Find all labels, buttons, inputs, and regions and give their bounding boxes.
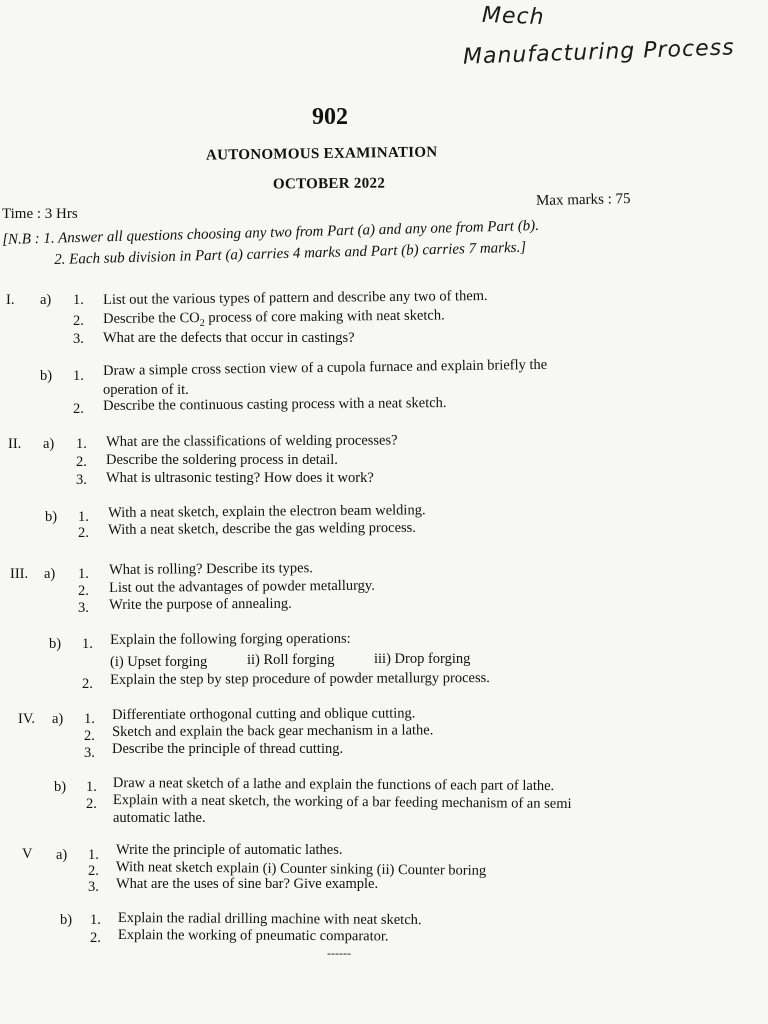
question-text: Differentiate orthogonal cutting and oblique cutting. [112,705,416,723]
part-label: a) [56,847,68,863]
question-text: List out the various types of pattern and describe any two of them. [103,287,488,308]
question-number: 1. [73,292,84,308]
part-label: a) [52,711,64,727]
question-text-continuation: automatic lathe. [113,810,206,826]
question-number: 1. [82,636,93,652]
question-number: 2. [88,863,99,879]
question-text: Explain the radial drilling machine with neat sketch. [117,910,422,929]
question-text: With a neat sketch, explain the electron beam welding. [108,502,426,521]
part-label: a) [43,436,55,452]
question-text: With a neat sketch, describe the gas welding process. [108,519,416,538]
forging-option: ii) Roll forging [247,652,335,668]
question-text: Explain with a neat sketch, the working of a bar feeding mechanism of an semi [112,792,572,813]
part-label: b) [60,912,73,928]
forging-option: iii) Drop forging [374,651,471,667]
instruction-line-1: [N.B : 1. Answer all questions choosing any two from Part (a) and any one from Part (b). [2,217,540,248]
part-label: a) [40,292,52,308]
question-text: What is ultrasonic testing? How does it work? [106,470,374,486]
question-number: 1. [76,436,87,452]
exam-title: AUTONOMOUS EXAMINATION [205,144,438,164]
question-text: Write the purpose of annealing. [109,595,292,613]
question-number: 1. [78,509,89,525]
handwritten-subject-note: Mech [481,2,545,31]
part-label: a) [44,566,56,582]
question-text: Draw a simple cross section view of a cupola furnace and explain briefly the [103,356,548,379]
question-text: Write the principle of automatic lathes. [116,842,343,858]
question-text: List out the advantages of powder metallurgy. [109,577,375,596]
question-number: 1. [88,847,99,863]
question-number: 3. [76,472,87,488]
section-number: V [22,846,33,862]
question-text: With neat sketch explain (i) Counter sinking (ii) Counter boring [115,859,487,879]
question-number: 1. [73,368,84,384]
question-text: Describe the $CO_2$ process of core making with neat sketch. [103,307,445,329]
part-label: b) [54,779,67,795]
question-number: 1. [78,566,89,582]
question-number: 2. [90,930,101,946]
question-text: Sketch and explain the back gear mechanism in a lathe. [112,722,434,740]
question-text: Draw a neat sketch of a lathe and explain the functions of each part of lathe. [112,775,555,795]
section-number: I. [6,292,15,308]
question-text: Explain the working of pneumatic comparator. [117,927,389,945]
question-text: Describe the continuous casting process with a neat sketch. [103,395,447,414]
question-text: Explain the step by step procedure of powder metallurgy process. [110,670,490,688]
instruction-line-2: 2. Each sub division in Part (a) carries 4 marks and Part (b) carries 7 marks.] [54,239,527,268]
exam-date: OCTOBER 2022 [272,175,386,193]
question-number: 1. [86,779,97,795]
question-number: 2. [76,454,87,470]
part-label: b) [49,636,62,652]
question-text: Describe the soldering process in detail. [106,452,338,468]
question-number: 1. [90,912,101,928]
question-number: 2. [73,401,84,417]
question-text: Describe the principle of thread cutting. [112,741,344,757]
section-number: II. [8,436,22,452]
exam-time: Time : 3 Hrs [2,206,78,222]
question-number: 3. [78,600,89,616]
question-number: 2. [86,796,97,812]
question-text: Explain the following forging operations: [110,630,351,648]
question-text-continuation: operation of it. [103,382,189,398]
part-label: b) [45,509,58,525]
question-number: 2. [82,676,93,692]
question-number: 2. [78,583,89,599]
question-number: 2. [78,525,89,541]
forging-option: (i) Upset forging [110,654,208,670]
question-text: What are the uses of sine bar? Give example. [116,876,379,892]
question-number: 1. [84,711,95,727]
question-text: What are the defects that occur in castings? [103,330,355,346]
question-number: 2. [84,728,95,744]
part-label: b) [40,368,53,384]
section-number: III. [10,566,29,582]
question-number: 2. [73,313,84,329]
question-number: 3. [84,745,95,761]
max-marks: Max marks : 75 [535,191,631,209]
question-number: 3. [73,331,84,347]
question-text: What are the classifications of welding processes? [106,432,398,450]
section-number: IV. [18,711,36,727]
handwritten-course-note: Manufacturing Process [462,35,735,70]
question-number: 3. [88,879,99,895]
end-of-paper-marker: ------ [327,946,351,960]
question-text: What is rolling? Describe its types. [109,560,313,578]
paper-code: 902 [312,104,348,130]
